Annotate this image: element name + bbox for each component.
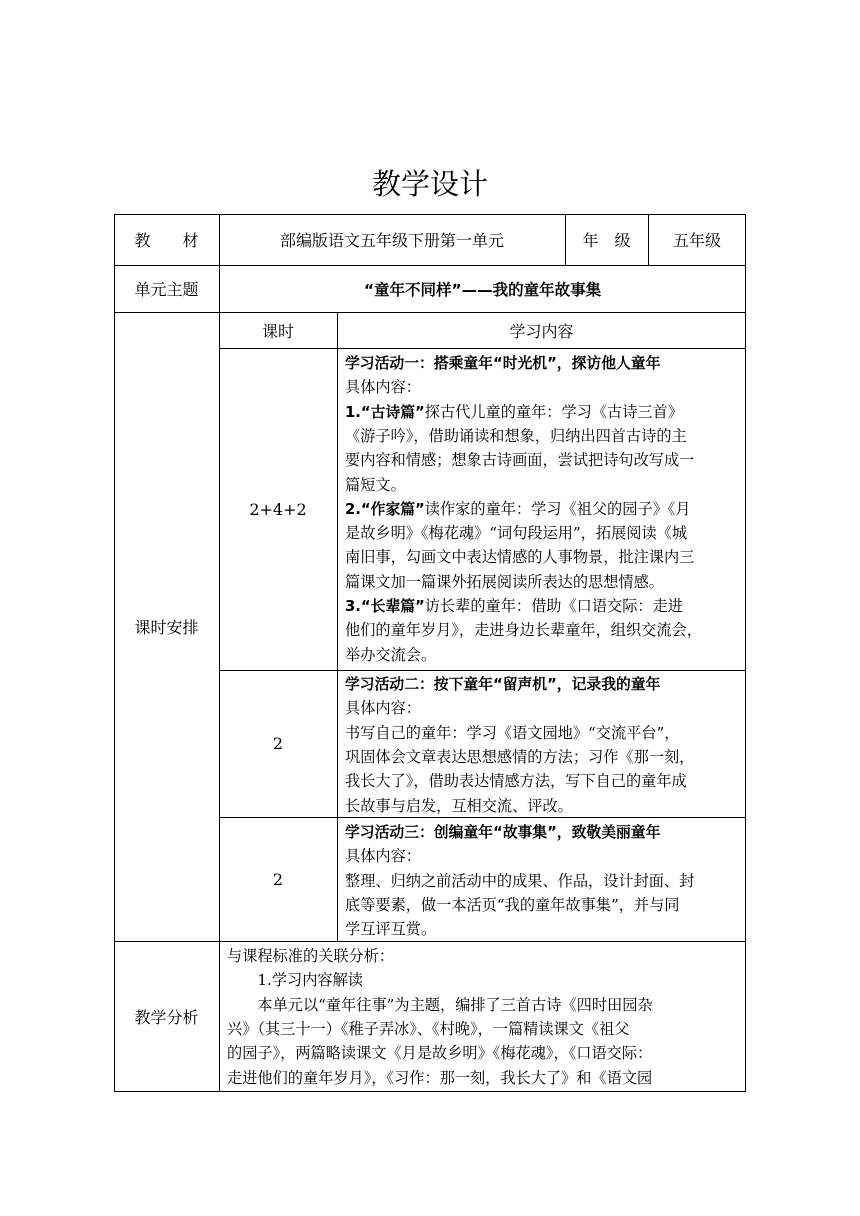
activity-line	[345, 820, 660, 845]
activity-3-hours: 2	[272, 869, 284, 889]
activity-line-text: 举办交流会。	[345, 645, 437, 664]
activity-2-hours: 2	[272, 734, 284, 753]
analysis-line: 1.学习内容解读	[227, 971, 363, 990]
activity-line	[345, 917, 436, 941]
analysis-label: 教学分析	[134, 1008, 199, 1027]
activity-line	[345, 473, 406, 497]
activity-line-text: 具体内容：	[345, 847, 421, 866]
activity-line-bold: 学习活动二：按下童年“留声机”，记录我的童年	[345, 676, 661, 693]
activity-line	[345, 794, 573, 818]
activity-line	[345, 594, 683, 619]
activity-line-text: 底等要素，做一本活页“我的童年故事集”，并与同	[345, 895, 680, 914]
grade-value: 五年级	[672, 231, 721, 250]
analysis-line: 走进他们的童年岁月》，《习作：那一刻，我长大了》和《语文园	[227, 1068, 653, 1087]
activity-line-text: 要内容和情感；想象古诗画面，尝试把诗句改写成一	[345, 451, 695, 470]
activity-line	[345, 497, 691, 522]
analysis-line: 与课程标准的关联分析：	[227, 947, 395, 965]
analysis-line: 兴》（其三十一）《稚子弄冰》、《村晚》，一篇精读课文《祖父	[227, 1019, 630, 1038]
activity-line	[345, 424, 687, 448]
material-label: 教 材	[134, 231, 199, 250]
activity-line	[345, 696, 421, 720]
activity-line-text: 巩固体会文章表达思想感情的方法；习作《那一刻，	[345, 747, 695, 766]
analysis-line: 本单元以“童年往事”为主题，编排了三首古诗《四时田园杂	[227, 995, 653, 1014]
activity-line-text: 学互评互赏。	[345, 920, 437, 939]
activity-line	[345, 545, 694, 569]
activity-line	[345, 745, 694, 769]
activity-line	[345, 448, 694, 472]
unit-theme-label: 单元主题	[134, 280, 199, 299]
page-title: 教学设计	[371, 167, 488, 201]
activity-line-text: 篇短文。	[345, 475, 406, 494]
activity-1-hours: 2+4+2	[249, 499, 307, 519]
activity-line	[345, 570, 664, 594]
activity-line-text: 长故事与启发，互相交流、评改。	[345, 796, 573, 815]
activity-line	[345, 618, 702, 642]
activity-line-text: 我长大了》，借助表达情感方法，写下自己的童年成	[345, 772, 687, 791]
activity-line-text: 探古代儿童的童年：学习《古诗三首》	[424, 402, 683, 421]
activity-line-text: 整理、归纳之前活动中的成果、作品，设计封面、封	[345, 871, 695, 890]
analysis-line: 的园子》，两篇略读课文《月是故乡明》《梅花魂》，《口语交际：	[227, 1044, 653, 1063]
activity-line-text: 访长辈的童年：借助《口语交际：走进	[424, 597, 683, 615]
material-value: 部编版语文五年级下册第一单元	[279, 231, 504, 250]
activity-line	[345, 672, 660, 697]
activity-line	[345, 844, 421, 868]
activity-line	[345, 721, 679, 745]
activity-line-text: 他们的童年岁月》，走进身边长辈童年，组织交流会，	[345, 621, 702, 640]
activity-line-text: 南旧事，勾画文中表达情感的人事物景，批注课内三	[345, 548, 695, 567]
activity-line-bold: 3.“长辈篇”	[345, 598, 425, 615]
activity-line	[345, 893, 679, 917]
activity-line-bold: 学习活动一：搭乘童年“时光机”，探访他人童年	[345, 355, 661, 372]
activity-line	[345, 521, 687, 545]
unit-theme-value: “童年不同样”——我的童年故事集	[363, 280, 602, 299]
activity-line-text: 读作家的童年：学习《祖父的园子》《月	[424, 499, 691, 518]
activity-line-bold: 2.“作家篇”	[345, 500, 425, 518]
activity-line	[345, 375, 421, 399]
activity-line	[345, 643, 436, 667]
activity-line-bold: 1.“古诗篇”	[345, 403, 425, 421]
activity-line	[345, 769, 687, 793]
activity-line-bold: 学习活动三：创编童年“故事集”，致敬美丽童年	[345, 824, 661, 841]
hours-header: 课时	[261, 321, 294, 341]
activity-line-text: 是故乡明》《梅花魂》“词句段运用”，拓展阅读《城	[345, 524, 688, 543]
activity-line	[345, 400, 683, 425]
content-header: 学习内容	[509, 321, 574, 341]
activity-line-text: 具体内容：	[345, 699, 421, 718]
activity-line-text: 《游子吟》，借助诵读和想象，归纳出四首古诗的主	[345, 426, 687, 445]
activity-line-text: 书写自己的童年：学习《语文园地》“交流平台”，	[345, 723, 680, 742]
activity-line	[345, 869, 694, 893]
activity-line-text: 具体内容：	[345, 378, 421, 397]
grade-label: 年 级	[582, 231, 631, 250]
activity-line-text: 篇课文加一篇课外拓展阅读所表达的思想情感。	[345, 572, 664, 591]
schedule-label: 课时安排	[134, 618, 199, 637]
activity-line	[345, 351, 660, 376]
